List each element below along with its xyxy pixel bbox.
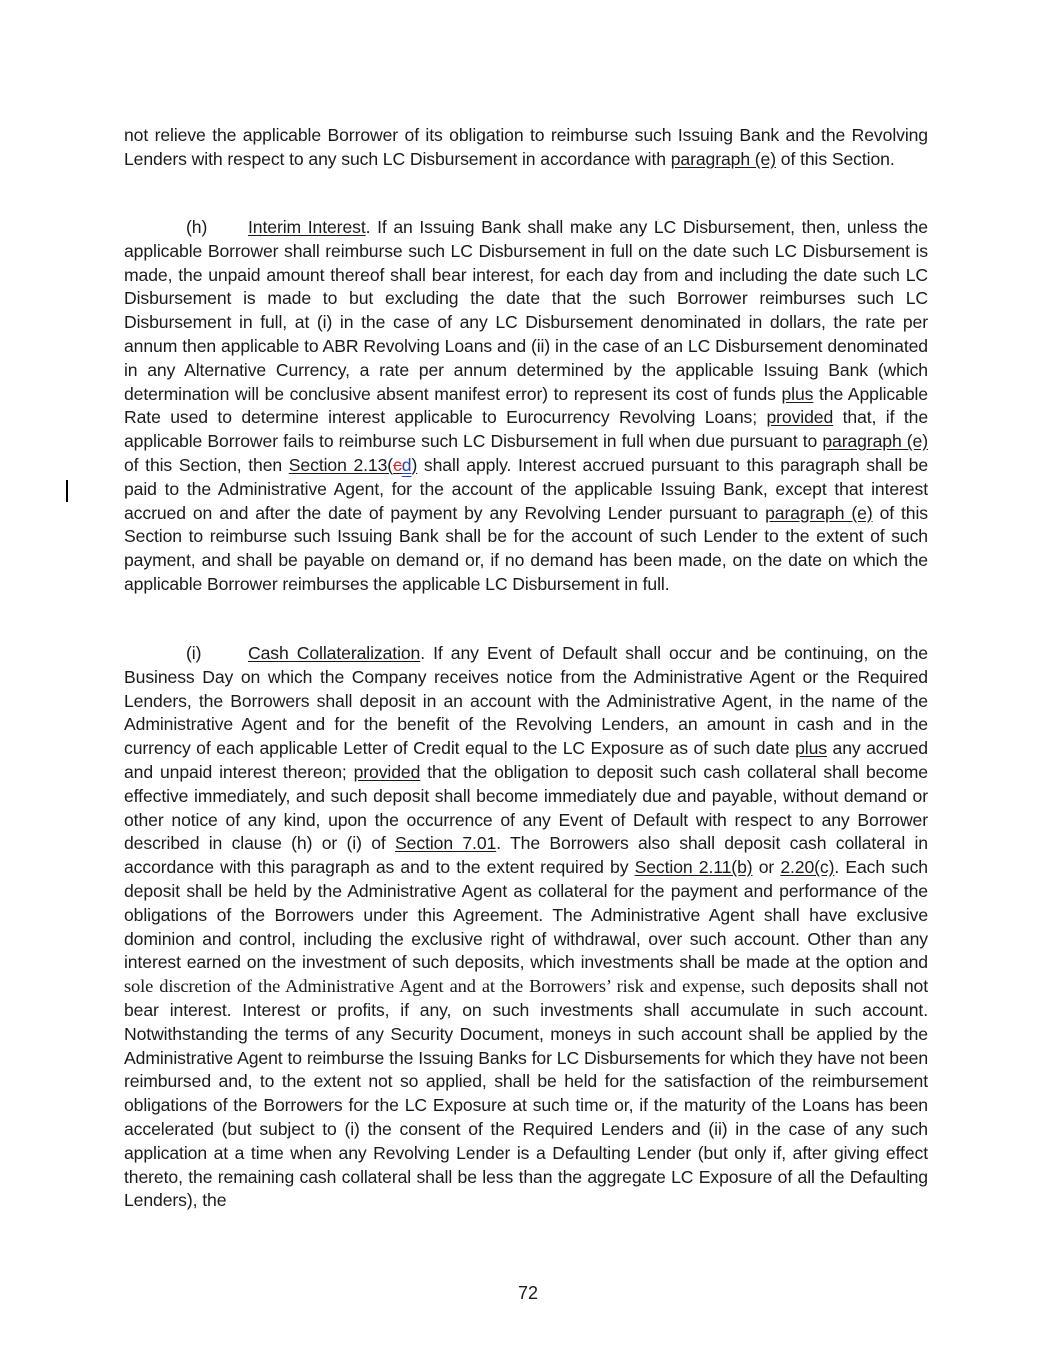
paragraph-text: of this Section, then xyxy=(124,454,289,475)
cross-reference: paragraph (e) xyxy=(822,431,928,452)
clause-heading: Cash Collateralization xyxy=(248,643,421,663)
defined-term: provided xyxy=(353,761,421,782)
clause-number-label: (h) xyxy=(186,217,208,237)
paragraph-text: . If an Issuing Bank shall make any LC Disbursement, then, unless the applicable Borrower shall reimburse such LC Disbursement in full on the date such LC Disbursement is made, the unpaid amount thereof shall bear interest, for each day from and including the date such LC Disbursement is made to but excluding the date that the such Borrower reimburses such LC Disbursement in full, at (i) in the case of any LC Disbursement denominated in dollars, the rate per annum then applicable to ABR Revolving Loans and (ii) in the case of an LC Disbursement denominated in any Alternative Currency, a rate per annum determined by the applicable Issuing Bank (which determination will be conclusive absent manifest error) to represent its cost of funds xyxy=(124,217,928,404)
cash-collateralization-paragraph xyxy=(124,642,928,1213)
paragraph-text: shall apply. Interest accrued pursuant to this paragraph shall be paid to the Administrative Agent, for the account of the applicable Issuing Bank, except that interest accrued on and after the date of payment by any Revolving Lender pursuant to xyxy=(124,454,929,523)
paragraph-text: that the obligation to deposit such cash collateral shall become effective immediately, and such deposit shall become immediately due and payable, without demand or other notice of any kind, upon the occurrence of any Event of Default with respect to any Borrower described in clause (h) or (i) of xyxy=(124,761,928,854)
page-number: 72 xyxy=(517,1283,539,1303)
cross-reference: Section 2.11(b) xyxy=(634,857,753,878)
paragraph-text: any accrued and unpaid interest thereon; xyxy=(124,738,928,782)
reference-prefix: Section 2.13( xyxy=(288,454,394,475)
paragraph-text: not relieve the applicable Borrower of its obligation to reimburse such Issuing Bank and the Revolving Lenders with respect to any such LC Disbursement in accordance with xyxy=(124,125,928,169)
serif-text-run: sole discretion of the Administrative Agent and at the Borrowers’ risk and expense, such xyxy=(124,976,785,997)
paragraph-text: or xyxy=(752,857,781,878)
clause-number-label: (i) xyxy=(186,643,202,663)
defined-term: plus xyxy=(781,383,814,404)
interim-interest-paragraph xyxy=(124,216,928,597)
deleted-revision: c xyxy=(393,454,402,475)
reference-suffix: ) xyxy=(411,454,418,475)
paragraph-text: of this Section to reimburse such Issuing Bank shall be for the account of such Lender to the extent of such payment, and shall be payable on demand or, if no demand has been made, on the date on which the applicable Borrower reimburses the applicable LC Disbursement in full. xyxy=(124,502,929,594)
clause-number xyxy=(124,216,248,240)
cross-reference: 2.20(c) xyxy=(780,857,835,878)
inserted-revision: d xyxy=(401,454,412,475)
paragraph-text: . If any Event of Default shall occur and be continuing, on the Business Day on which the Company receives notice from the Administrative Agent or the Required Lenders, the Borrowers shall deposit in an account with the Administrative Agent, in the name of the Administrative Agent and for the benefit of the Revolving Lenders, an amount in cash and in the currency of each applicable Letter of Credit equal to the LC Exposure as of such date xyxy=(124,643,928,759)
section-reference-tracked xyxy=(289,455,417,475)
cross-reference: paragraph (e) xyxy=(765,502,873,523)
defined-term: provided xyxy=(766,407,834,428)
paragraph-text: that, if the applicable Borrower fails to reimburse such LC Disbursement in full when due pursuant to xyxy=(124,407,928,452)
paragraph-text: deposits shall not bear interest. Interest or profits, if any, on such investments shall accumulate in such account. Notwithstanding the terms of any Security Document, moneys in such account shall be applied by the Administrative Agent to reimburse the Issuing Banks for LC Disbursements for which they have not been reimbursed and, to the extent not so applied, shall be held for the satisfaction of the reimbursement obligations of the Borrowers for the LC Exposure at such time or, if the maturity of the Loans has been accelerated (but subject to (i) the consent of the Required Lenders and (ii) in the case of any such application at a time when any Revolving Lender is a Defaulting Lender (but only if, after giving effect thereto, the remaining cash collateral shall be less than the aggregate LC Exposure of all the Defaulting Lenders), the xyxy=(124,976,928,1211)
continuation-paragraph xyxy=(124,124,928,172)
clause-heading: Interim Interest xyxy=(248,217,366,237)
cross-reference: paragraph (e) xyxy=(670,148,777,169)
paragraph-text: the Applicable Rate used to determine interest applicable to Eurocurrency Revolving Loans; xyxy=(124,383,928,428)
paragraph-text: of this Section. xyxy=(776,148,895,169)
clause-number xyxy=(124,642,248,666)
paragraph-text: . Each such deposit shall be held by the Administrative Agent as collateral for the payment and performance of the obligations of the Borrowers under this Agreement. The Administrative Agent shall have exclusive dominion and control, including the exclusive right of withdrawal, over such account. Other than any interest earned on the investment of such deposits, which investments shall be made at the option and xyxy=(124,857,928,973)
revision-change-bar xyxy=(66,480,68,502)
defined-term: plus xyxy=(795,738,827,759)
cross-reference: Section 7.01 xyxy=(395,833,497,854)
paragraph-text: . The Borrowers also shall deposit cash collateral in accordance with this paragraph as and to the extent required by xyxy=(124,833,928,878)
